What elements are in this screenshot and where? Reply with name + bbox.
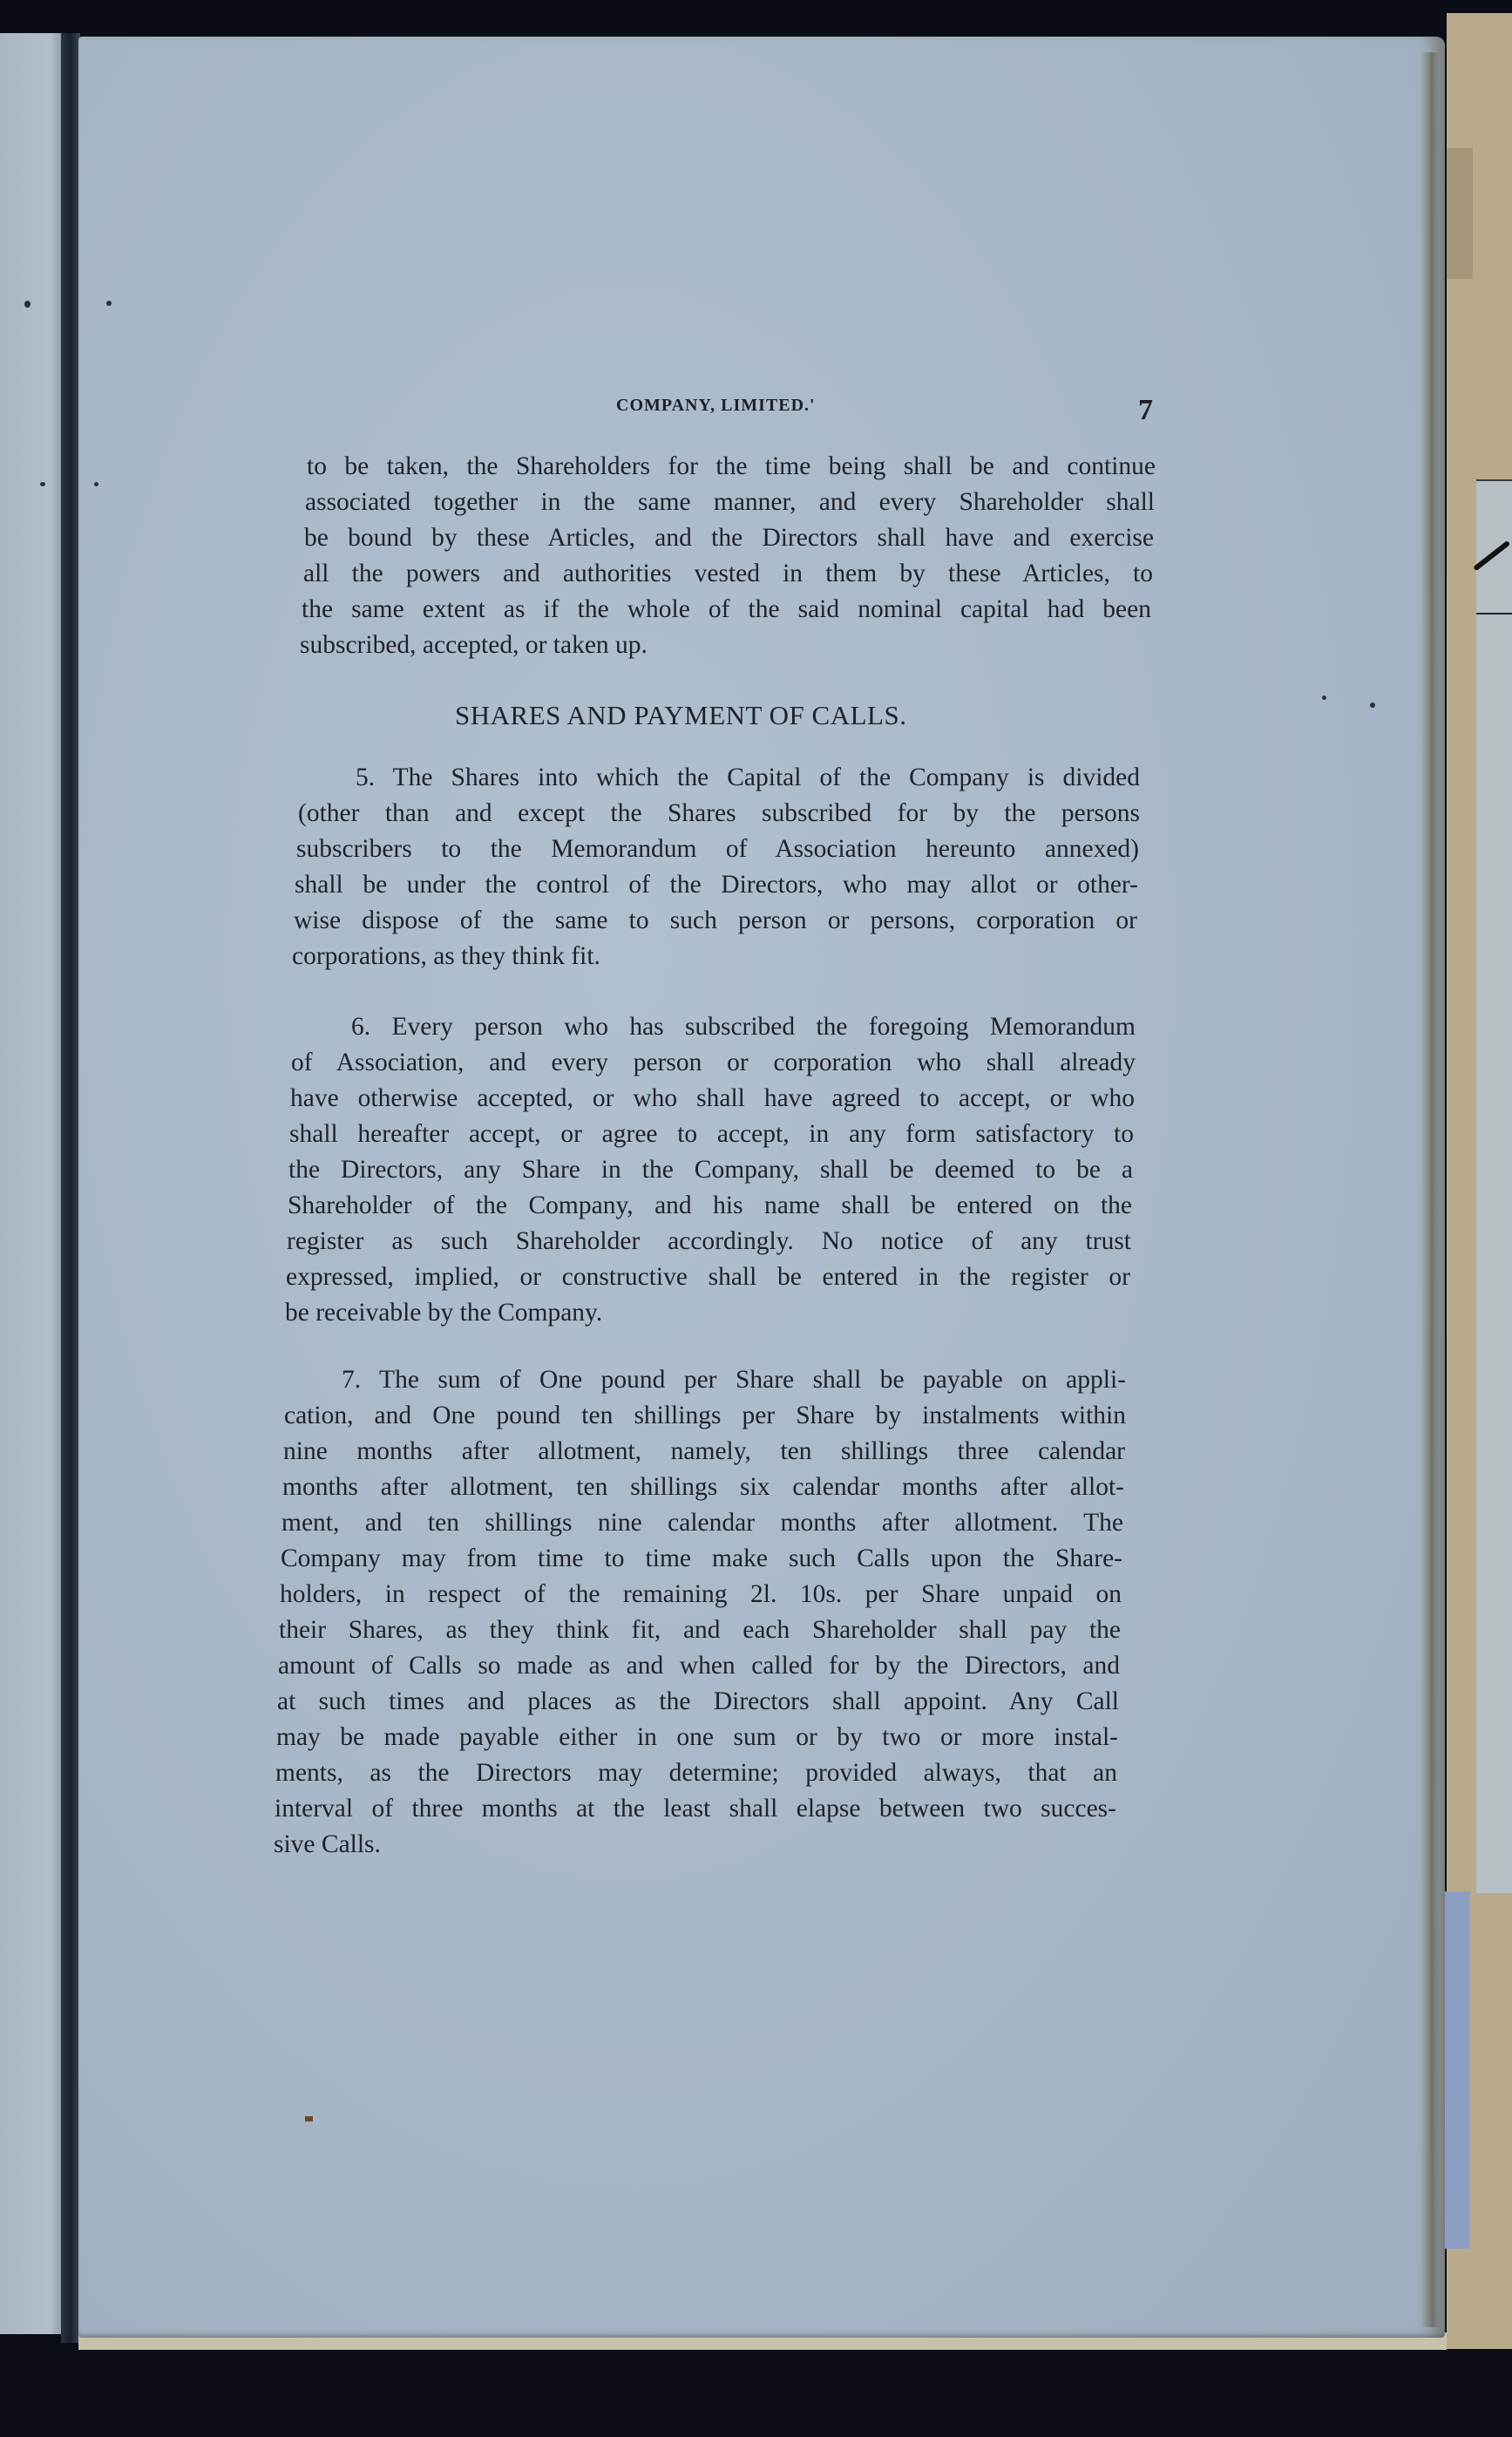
foxing-speck [94,482,98,486]
text-line: 7. The sum of One pound per Share shall be payable on appli- [342,1366,1126,1394]
foxing-speck [24,301,31,308]
text-line: nine months after allotment, namely, ten shillings three calendar [283,1437,1125,1465]
text-line: shall be under the control of the Directors, who may allot or other- [295,871,1138,899]
dark-background-top [0,0,1512,35]
text-line: be receivable by the Company. [285,1299,603,1327]
text-line: corporations, as they think fit. [292,942,600,970]
text-line: may be made payable either in one sum or by two or more instal- [276,1723,1118,1751]
text-line: ment, and ten shillings nine calendar months after allotment. The [281,1509,1123,1537]
blue-tab [1442,1891,1470,2249]
section-heading: SHARES AND PAYMENT OF CALLS. [455,700,907,730]
foxing-speck [1370,703,1375,708]
text-line: shall hereafter accept, or agree to accept, in any form satisfactory to [289,1120,1134,1148]
text-line: 6. Every person who has subscribed the foregoing Memorandum [351,1013,1136,1041]
text-line: Company may from time to time make such Calls upon the Share- [281,1544,1122,1572]
text-line: at such times and places as the Directors shall appoint. Any Call [277,1687,1119,1715]
foxing-speck [106,301,112,306]
text-line: the same extent as if the whole of the said nominal capital had been [302,595,1151,623]
text-line: to be taken, the Shareholders for the time being shall be and continue [307,452,1156,480]
text-line: register as such Shareholder accordingly. No notice of any trust [287,1227,1131,1255]
text-line: Shareholder of the Company, and his name shall be entered on the [288,1191,1132,1219]
foxing-speck [1322,696,1326,700]
text-line: sive Calls. [274,1830,381,1858]
text-line: be bound by these Articles, and the Directors shall have and exercise [304,524,1154,552]
running-head: COMPANY, LIMITED.' [616,396,816,415]
text-line: all the powers and authorities vested in them by these Articles, to [303,560,1153,587]
text-line: holders, in respect of the remaining 2l. 10s. per Share unpaid on [280,1580,1122,1608]
text-line: the Directors, any Share in the Company, shall be deemed to be a [288,1156,1133,1184]
rust-mark [305,2116,313,2121]
text-line: wise dispose of the same to such person or persons, corporation or [294,906,1137,934]
slip-pencil-line [1476,613,1512,614]
text-line: their Shares, as they think fit, and each Shareholder shall pay the [279,1616,1121,1644]
text-line: expressed, implied, or constructive shall be entered in the register or [286,1263,1130,1291]
text-line: subscribers to the Memorandum of Association hereunto annexed) [296,835,1139,863]
text-line: cation, and One pound ten shillings per Share by instalments within [284,1402,1126,1429]
text-line: interval of three months at the least shall elapse between two succes- [275,1795,1116,1823]
facing-page-edge [0,33,63,2334]
page-number: 7 [1138,394,1153,426]
board-stain [1447,148,1473,279]
text-line: associated together in the same manner, and every Shareholder shall [305,488,1155,516]
text-line: months after allotment, ten shillings six calendar months after allot- [282,1473,1124,1501]
text-line: have otherwise accepted, or who shall have agreed to accept, or who [290,1084,1135,1112]
text-line: amount of Calls so made as and when called for by the Directors, and [278,1652,1120,1680]
book-gutter [61,33,80,2343]
text-line: ments, as the Directors may determine; provided always, that an [275,1759,1117,1787]
text-line: (other than and except the Shares subscribed for by the persons [298,799,1140,827]
page-right-edge [1420,52,1440,2327]
inserted-paper-slip [1476,479,1512,1893]
text-line: of Association, and every person or corporation who shall already [291,1049,1136,1076]
foxing-speck [40,482,45,486]
text-line: subscribed, accepted, or taken up. [300,631,648,659]
text-line: 5. The Shares into which the Capital of the Company is divided [356,764,1140,791]
